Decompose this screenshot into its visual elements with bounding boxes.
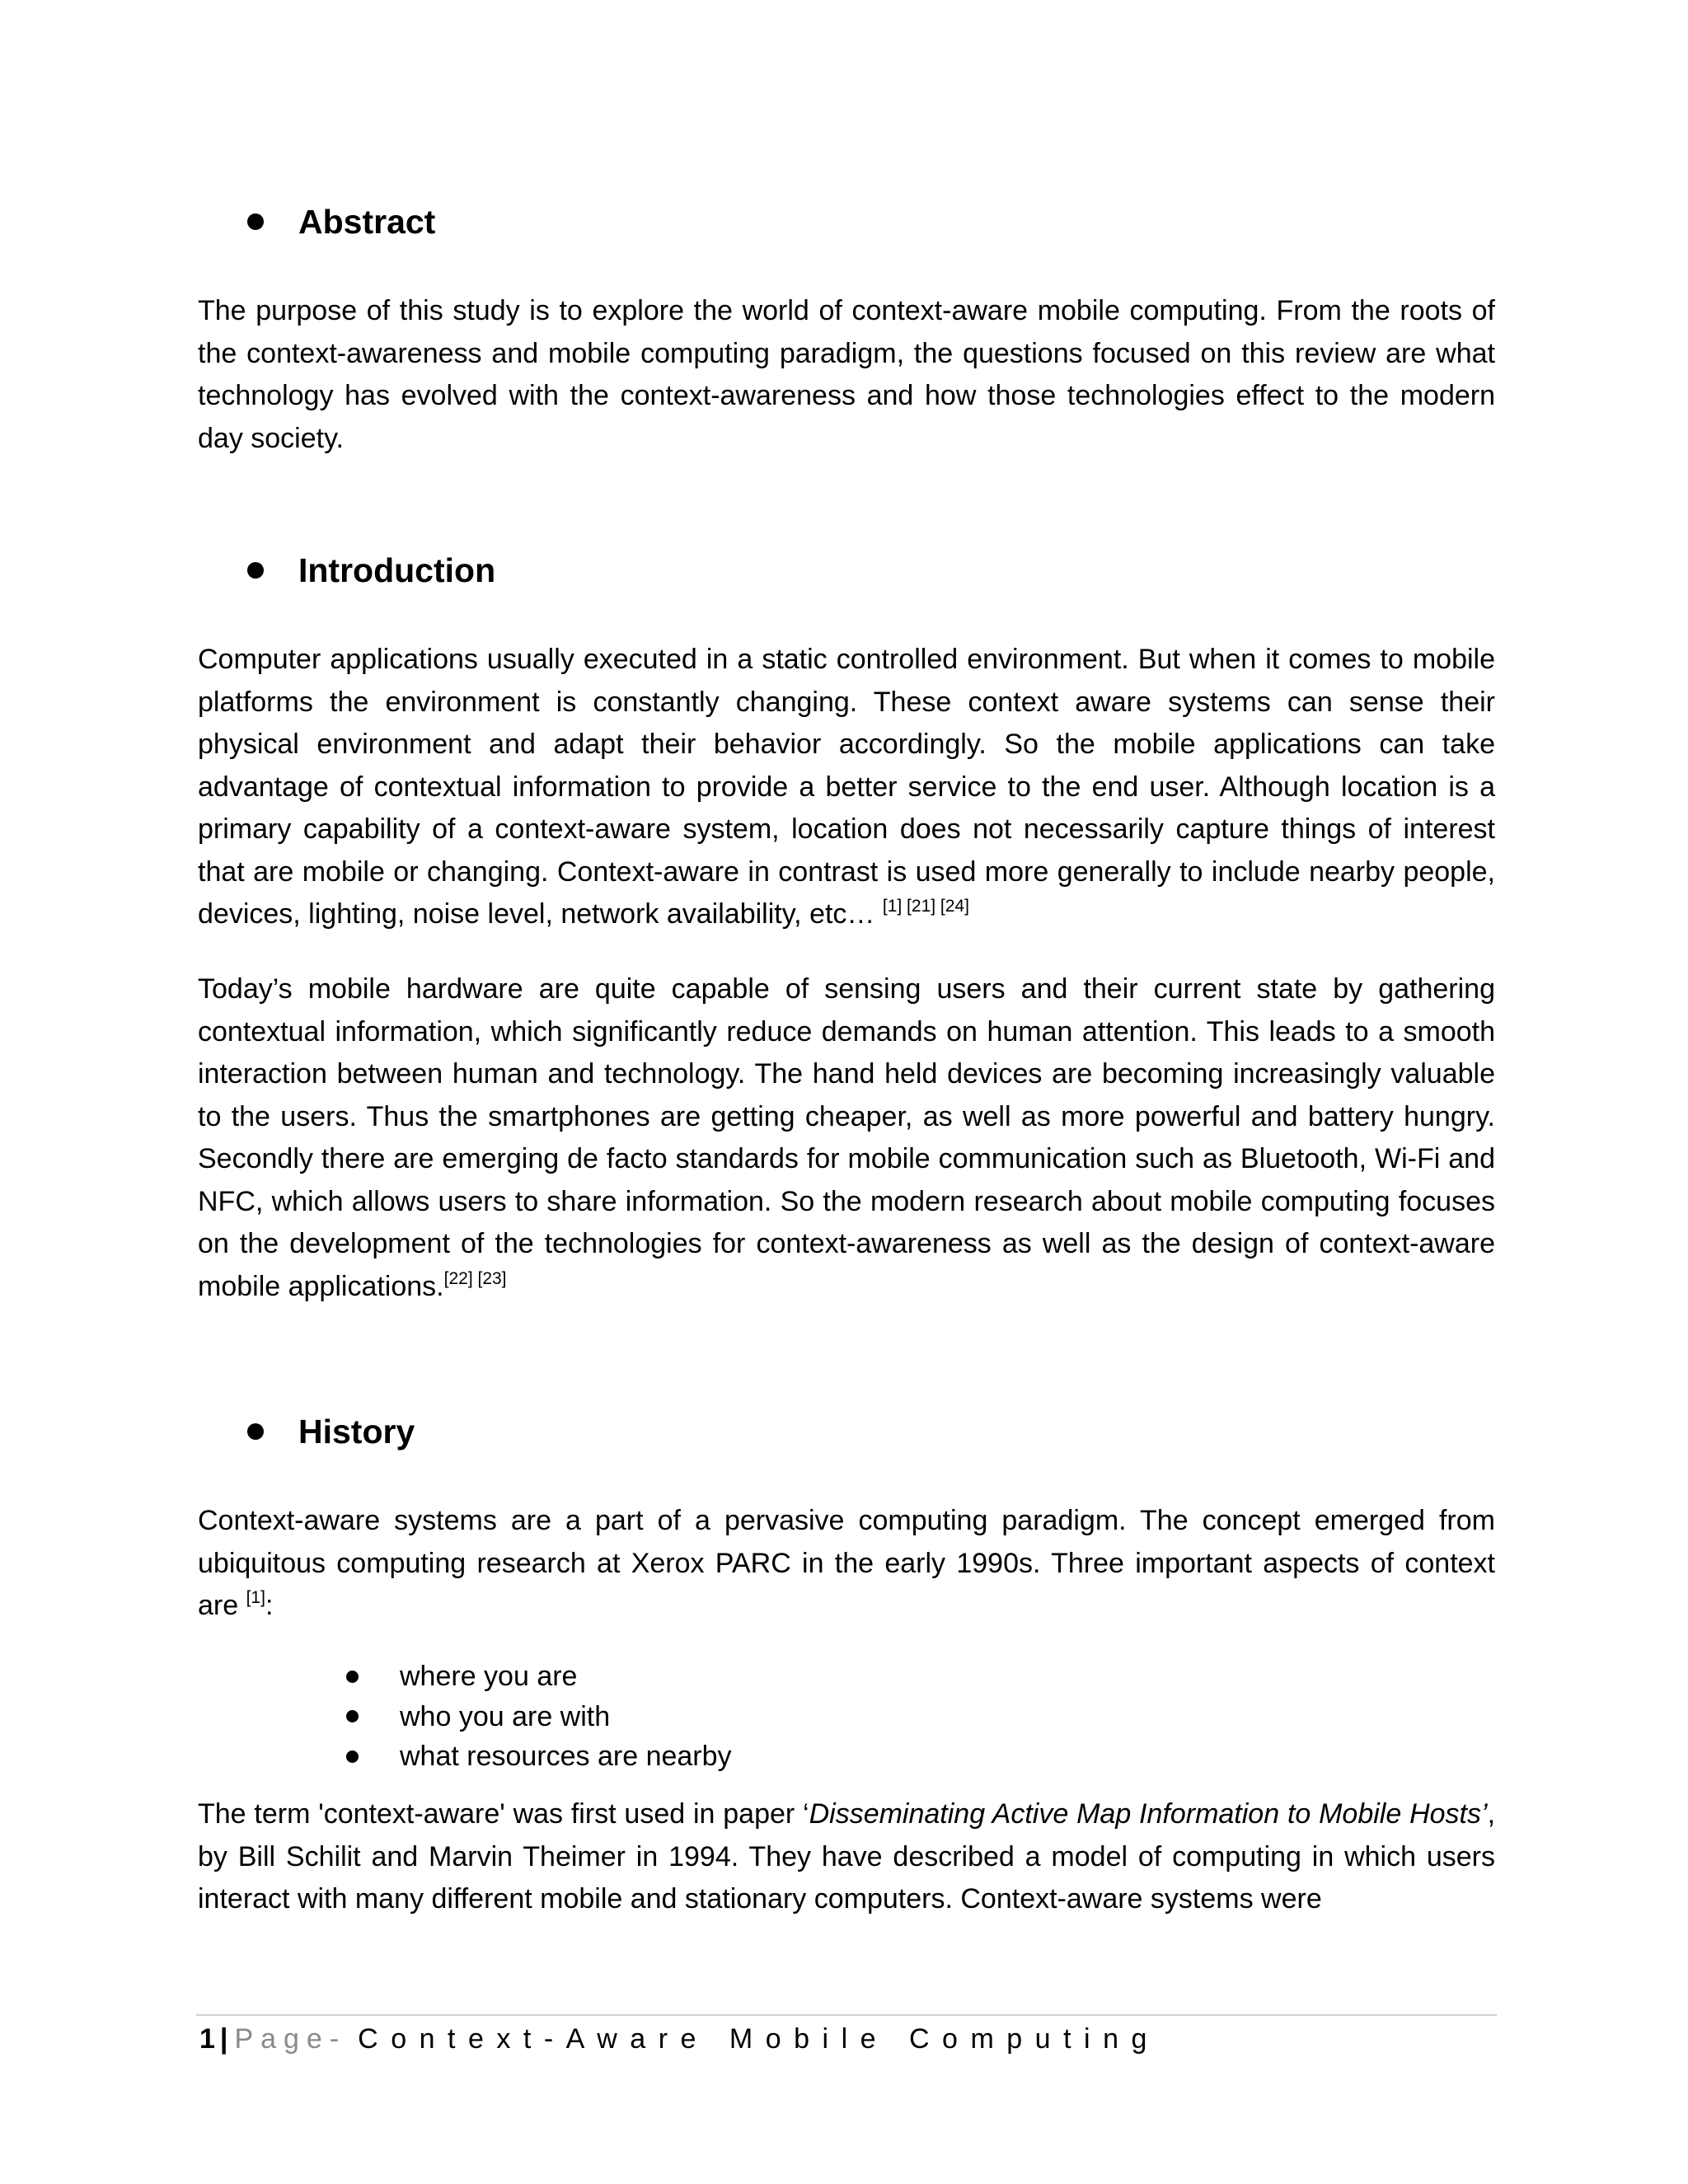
introduction-heading-text: Introduction [298,551,496,589]
bullet-icon [247,562,264,579]
history-heading [247,1411,415,1452]
history-paragraph-1-end: : [265,1590,274,1621]
footer-separator: | [219,2023,228,2055]
list-item [346,1736,732,1777]
footer-document-title: Context-Aware Mobile Computing [358,2023,1160,2055]
introduction-paragraph-1 [198,639,1495,936]
introduction-paragraph-1-text: Computer applications usually executed in a static controlled environment. But when it comes to mobile platforms the environment is constantly changing. These context aware systems can sense their physical environment and adapt their behavior accordingly. So the mobile applications can take advantage of contextual information to provide a better service to the end user. Although location is a primary capability of a context-aware system, location does not necessarily capture things of interest that are mobile or changing. Context-aware in contrast is used more generally to include nearby people, devices, lighting, noise level, network availability, etc… [198,644,1495,930]
history-paragraph-2-rest: , by Bill Schilit and Marvin Theimer in 1994. They have described a model of computing in which users interact with many different mobile and stationary computers. Context-aware systems were [198,1798,1496,1915]
history-paragraph-2 [198,1793,1495,1921]
list-item-text: what resources are nearby [400,1741,732,1772]
list-item [346,1657,732,1697]
page-footer [199,2021,1160,2057]
list-item [346,1697,732,1737]
footer-divider [196,2014,1497,2016]
abstract-heading-text: Abstract [298,203,436,241]
abstract-paragraph: The purpose of this study is to explore the world of context-aware mobile computing. From the roots of the context-awareness and mobile computing paradigm, the questions focused on this review are what technology has evolved with the context-awareness and how those technologies effect to the modern day society. [198,295,1495,454]
history-heading-text: History [298,1413,415,1451]
bullet-icon [346,1710,359,1722]
citation-ref: [1] [246,1588,265,1607]
history-paragraph-1-text: Context-aware systems are a part of a pervasive computing paradigm. The concept emerged from ubiquitous computing research at Xerox PARC in the early 1990s. Three important aspects of context are [198,1505,1495,1621]
page-number: 1 [199,2023,215,2055]
citation-refs: [1] [21] [24] [882,897,969,916]
introduction-paragraph-2-text: Today’s mobile hardware are quite capable of sensing users and their current state by gathering contextual information, which significantly reduce demands on human attention. This leads to a smooth interaction between human and technology. The hand held devices are becoming increasingly valuable to the users. Thus the smartphones are getting cheaper, as well as more powerful and battery hungry. Secondly there are emerging de facto standards for mobile communication such as Bluetooth, Wi-Fi and NFC, which allows users to share information. So the modern research about mobile computing focuses on the development of the technologies for context-awareness as well as the design of context-aware mobile applications. [198,973,1495,1302]
list-item-text: where you are [400,1661,578,1692]
bullet-icon [346,1671,359,1683]
list-item-text: who you are with [400,1700,611,1732]
introduction-paragraph-2 [198,968,1495,1308]
context-aspects-list [346,1657,732,1777]
abstract-heading [247,201,435,242]
history-paragraph-2-start: The term 'context-aware' was first used in paper ‘ [198,1798,809,1830]
paper-title: Disseminating Active Map Information to Mobile Hosts’ [809,1798,1488,1830]
bullet-icon [247,1423,264,1440]
page-label: Page- [234,2023,347,2055]
bullet-icon [346,1750,359,1763]
citation-refs: [22] [23] [443,1268,507,1288]
introduction-heading [247,550,495,591]
bullet-icon [247,213,264,230]
history-paragraph-1 [198,1500,1495,1628]
